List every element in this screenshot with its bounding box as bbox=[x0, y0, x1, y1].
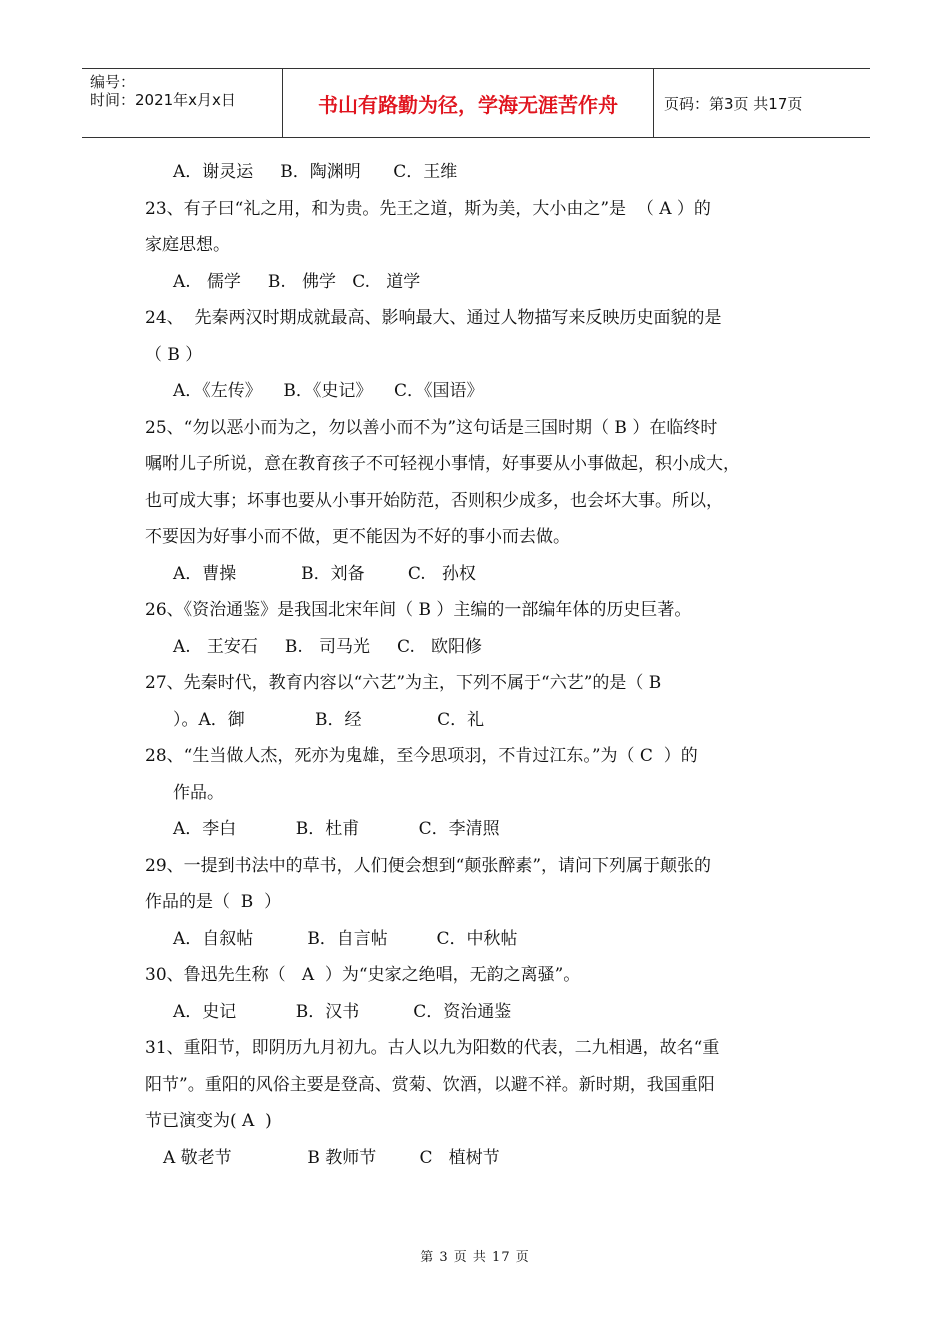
text-line: 26、《资治通鉴》是我国北宋年间（ B ）主编的一部编年体的历史巨著。 bbox=[145, 600, 692, 620]
text-line: 节已演变为( A ) bbox=[145, 1111, 272, 1131]
header-meta bbox=[82, 69, 283, 137]
text-line: 25、“勿以恶小而为之，勿以善小而不为”这句话是三国时期（ B ）在临终时 bbox=[145, 417, 718, 438]
text-line: A．谢灵运 B．陶渊明 C．王维 bbox=[173, 162, 458, 182]
text-line: 也可成大事；坏事也要从小事开始防范，否则积少成多，也会坏大事。所以， bbox=[145, 490, 723, 511]
text-line: 28、“生当做人杰，死亦为鬼雄，至今思项羽，不肯过江东。”为（ C ）的 bbox=[145, 746, 698, 766]
text-line: A．自叙帖 B．自言帖 C．中秋帖 bbox=[173, 928, 518, 949]
date-label: 时间：2021年x月x日 bbox=[90, 91, 236, 109]
text-line: 作品的是（ B ） bbox=[145, 892, 282, 912]
text-line: 29、一提到书法中的草书，人们便会想到“颠张醉素”，请问下列属于颠张的 bbox=[145, 855, 712, 876]
header-page-info: 页码：第3页 共17页 bbox=[664, 94, 803, 113]
text-line: 家庭思想。 bbox=[145, 235, 230, 255]
text-line: 24、 先秦两汉时期成就最高、影响最大、通过人物描写来反映历史面貌的是 bbox=[145, 308, 722, 328]
text-line: 不要因为好事小而不做，更不能因为不好的事小而去做。 bbox=[145, 527, 570, 547]
text-line: 27、先秦时代，教育内容以“六艺”为主，下列不属于“六艺”的是（ B bbox=[145, 673, 662, 693]
text-line: 嘱咐儿子所说，意在教育孩子不可轻视小事情，好事要从小事做起，积小成大， bbox=[145, 454, 740, 474]
serial-number-label: 编号： bbox=[90, 73, 136, 91]
text-line: A. 王安石 B. 司马光 C. 欧阳修 bbox=[173, 636, 483, 657]
text-line: A．《左传》 B．《史记》 C．《国语》 bbox=[173, 381, 484, 401]
text-line: ）。A．御 B．经 C．礼 bbox=[173, 709, 485, 730]
text-line: （ B ） bbox=[145, 344, 203, 365]
text-line: A 敬老节 B 教师节 C 植树节 bbox=[163, 1147, 500, 1168]
text-line: A．曹操 B．刘备 C. 孙权 bbox=[173, 563, 476, 584]
text-line: 阳节”。重阳的风俗主要是登高、赏菊、饮酒，以避不祥。新时期，我国重阳 bbox=[145, 1074, 715, 1095]
text-line: 31、重阳节，即阴历九月初九。古人以九为阳数的代表，二九相遇，故名“重 bbox=[145, 1038, 720, 1058]
text-line: A. 儒学 B. 佛学 C. 道学 bbox=[173, 271, 421, 292]
text-line: A．史记 B．汉书 C．资治通鉴 bbox=[173, 1001, 512, 1022]
text-line: A．李白 B．杜甫 C．李清照 bbox=[173, 819, 500, 839]
document-body bbox=[145, 154, 805, 1176]
header-motto: 书山有路勤为径，学海无涯苦作舟 bbox=[283, 69, 654, 137]
text-line: 30、鲁迅先生称（ A ）为“史家之绝唱，无韵之离骚”。 bbox=[145, 965, 581, 985]
page-header bbox=[82, 68, 870, 138]
text-line: 作品。 bbox=[173, 782, 224, 803]
page-footer: 第 3 页 共 17 页 bbox=[420, 1250, 530, 1265]
text-line: 23、有子曰“礼之用，和为贵。先王之道，斯为美，大小由之”是 （ A ）的 bbox=[145, 198, 711, 219]
